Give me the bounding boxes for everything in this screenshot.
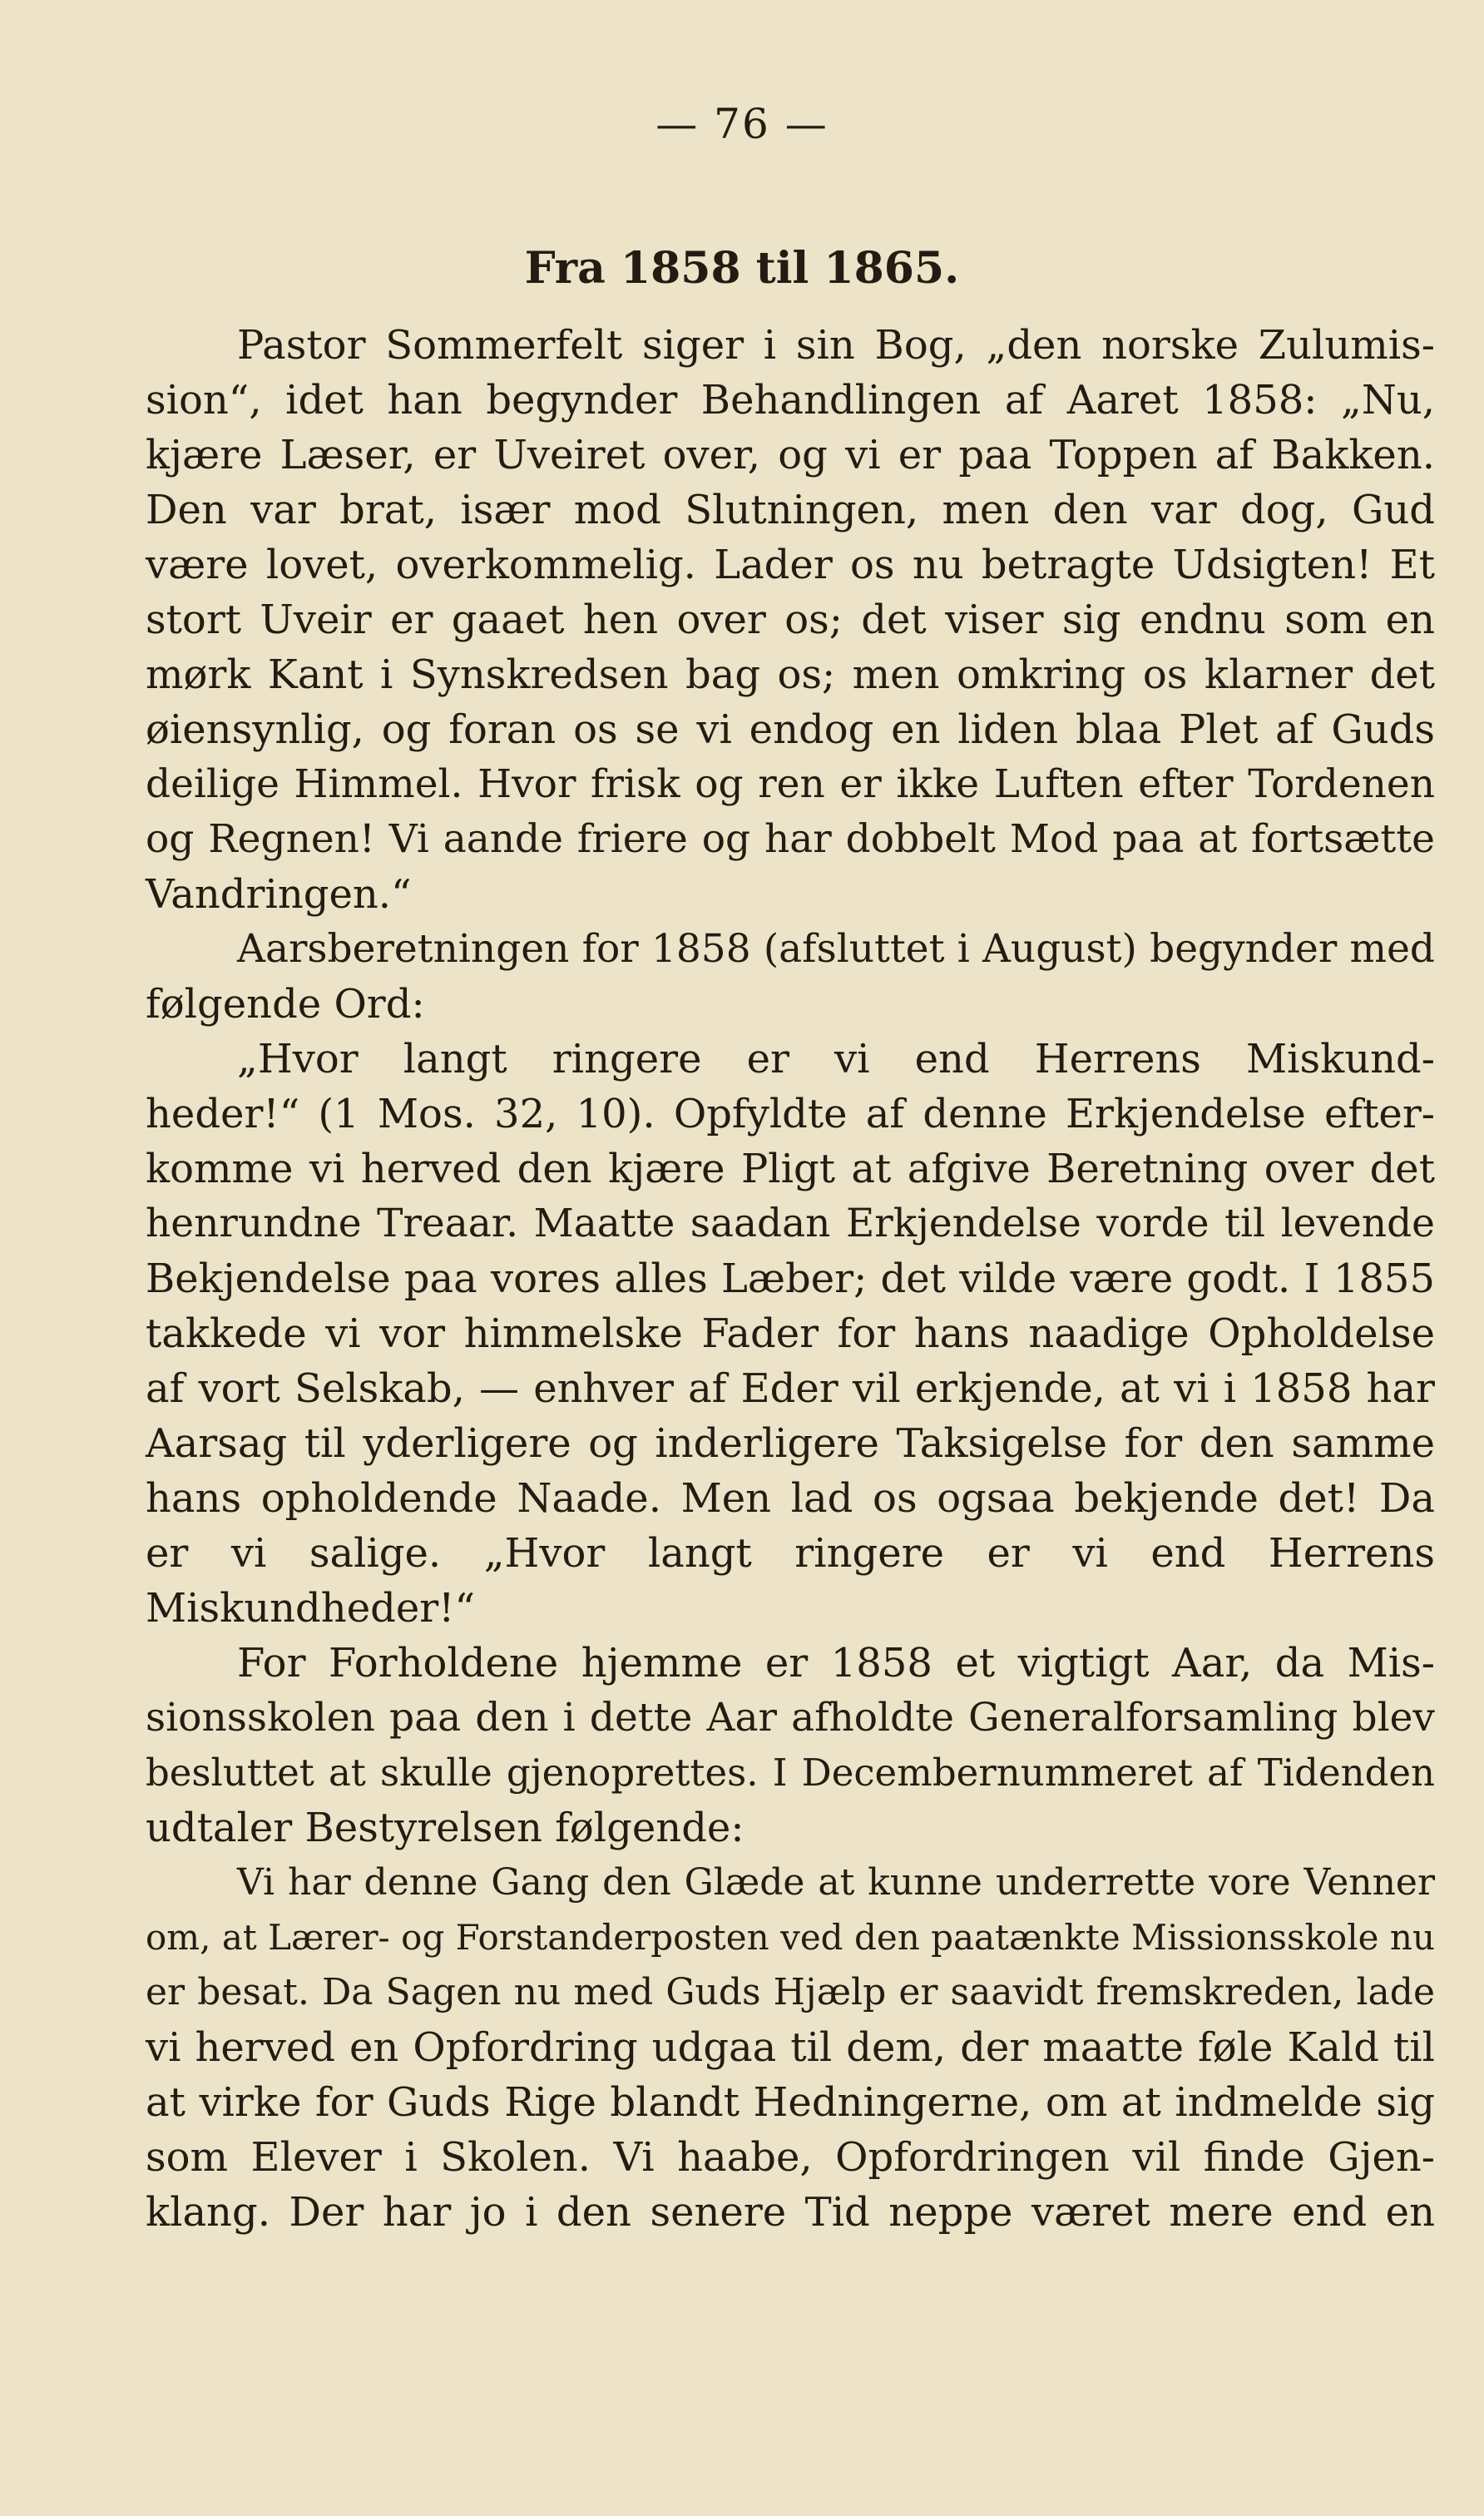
text-line: følgende Ord: xyxy=(146,981,425,1028)
text-line: sion“, idet han begynder Behandlingen af Aaret 1858: „Nu, xyxy=(146,377,1435,423)
text-line: kjære Læser, er Uveiret over, og vi er paa Toppen af Bakken. xyxy=(146,432,1435,478)
text-line: vi herved en Opfordring udgaa til dem, der maatte føle Kald til xyxy=(146,2024,1435,2071)
text-line: øiensynlig, og foran os se vi endog en liden blaa Plet af Guds xyxy=(146,706,1435,753)
text-line: besluttet at skulle gjenoprettes. I Decembernummeret af Tidenden xyxy=(146,1751,1435,1795)
page-number: — 76 — xyxy=(655,100,829,148)
text-line: henrundne Treaar. Maatte saadan Erkjendelse vorde til levende xyxy=(146,1201,1435,1246)
text-line: udtaler Bestyrelsen følgende: xyxy=(146,1805,744,1851)
text-line: Aarsag til yderligere og inderligere Taksigelse for den samme xyxy=(146,1420,1435,1467)
text-line: Vi har denne Gang den Glæde at kunne underrette vore Venner xyxy=(237,1861,1435,1904)
text-line: „Hvor langt ringere er vi end Herrens Miskund- xyxy=(237,1036,1435,1082)
text-line: hans opholdende Naade. Men lad os ogsaa bekjende det! Da xyxy=(146,1475,1435,1522)
text-line: klang. Der har jo i den senere Tid neppe været mere end en xyxy=(146,2189,1435,2236)
text-line: Bekjendelse paa vores alles Læber; det vilde være godt. I 1855 xyxy=(146,1256,1435,1302)
text-line: Aarsberetningen for 1858 (afsluttet i August) begynder med xyxy=(237,926,1435,972)
text-line: komme vi herved den kjære Pligt at afgive Beretning over det xyxy=(146,1146,1435,1192)
text-line: Den var brat, især mod Slutningen, men den var dog, Gud xyxy=(146,487,1435,533)
text-line: som Elever i Skolen. Vi haabe, Opfordringen vil finde Gjen- xyxy=(146,2134,1435,2181)
text-line: For Forholdene hjemme er 1858 et vigtigt Aar, da Mis- xyxy=(237,1640,1435,1686)
text-line: af vort Selskab, — enhver af Eder vil erkjende, at vi i 1858 har xyxy=(146,1365,1435,1412)
text-line: og Regnen! Vi aande friere og har dobbelt Mod paa at fortsætte xyxy=(146,816,1435,862)
text-line: Pastor Sommerfelt siger i sin Bog, „den norske Zulumis- xyxy=(237,322,1435,369)
text-line: mørk Kant i Synskredsen bag os; men omkring os klarner det xyxy=(146,651,1435,698)
text-line: er vi salige. „Hvor langt ringere er vi end Herrens xyxy=(146,1530,1435,1577)
text-line: takkede vi vor himmelske Fader for hans naadige Opholdelse xyxy=(146,1310,1435,1357)
section-heading: Fra 1858 til 1865. xyxy=(524,243,960,294)
text-line: Vandringen.“ xyxy=(146,871,412,918)
text-line: være lovet, overkommelig. Lader os nu betragte Udsigten! Et xyxy=(146,542,1435,588)
text-line: om, at Lærer- og Forstanderposten ved den paatænkte Missionsskole nu xyxy=(146,1917,1435,1958)
text-line: at virke for Guds Rige blandt Hedningerne, om at indmelde sig xyxy=(146,2079,1435,2126)
text-line: deilige Himmel. Hvor frisk og ren er ikke Luften efter Tordenen xyxy=(146,761,1435,807)
text-line: sionsskolen paa den i dette Aar afholdte Generalforsamling blev xyxy=(146,1695,1435,1741)
text-line: Miskundheder!“ xyxy=(146,1585,475,1632)
text-line: er besat. Da Sagen nu med Guds Hjælp er saavidt fremskreden, lade xyxy=(146,1971,1435,2013)
body-text xyxy=(146,318,1435,2240)
text-line: heder!“ (1 Mos. 32, 10). Opfyldte af denne Erkjendelse efter- xyxy=(146,1091,1435,1137)
text-line: stort Uveir er gaaet hen over os; det viser sig endnu som en xyxy=(146,597,1435,643)
